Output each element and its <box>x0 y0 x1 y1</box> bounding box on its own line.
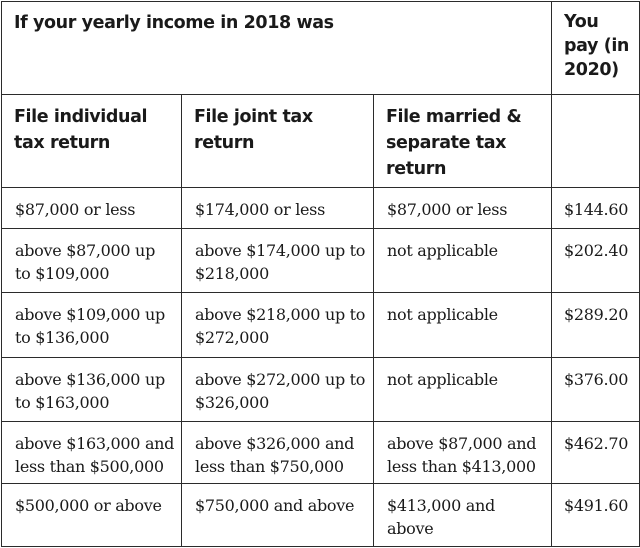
joint-cell: $174,000 or less <box>182 188 374 229</box>
joint-cell: $750,000 and above <box>182 483 374 546</box>
individual-header: File individual tax return <box>2 95 182 188</box>
premium-table <box>1 1 640 547</box>
joint-cell: above $174,000 up to $218,000 <box>182 229 374 293</box>
married-separate-cell: not applicable <box>374 229 552 293</box>
you-pay-cell: $491.60 <box>552 483 640 546</box>
you-pay-cell: $289.20 <box>552 293 640 357</box>
table-row <box>2 293 640 357</box>
married-separate-cell: not applicable <box>374 357 552 421</box>
you-pay-header: You pay (in 2020) <box>552 2 640 95</box>
married-separate-header: File married & separate tax return <box>374 95 552 188</box>
individual-cell: above $136,000 up to $163,000 <box>2 357 182 421</box>
empty-header-cell <box>552 95 640 188</box>
table-row <box>2 421 640 483</box>
joint-cell: above $272,000 up to $326,000 <box>182 357 374 421</box>
individual-cell: above $109,000 up to $136,000 <box>2 293 182 357</box>
header-row <box>2 2 640 95</box>
individual-cell: $500,000 or above <box>2 483 182 546</box>
joint-header: File joint tax return <box>182 95 374 188</box>
you-pay-cell: $462.70 <box>552 421 640 483</box>
you-pay-cell: $376.00 <box>552 357 640 421</box>
married-separate-cell: above $87,000 and less than $413,000 <box>374 421 552 483</box>
yearly-income-header: If your yearly income in 2018 was <box>2 2 552 95</box>
individual-cell: above $87,000 up to $109,000 <box>2 229 182 293</box>
individual-cell: $87,000 or less <box>2 188 182 229</box>
joint-cell: above $326,000 and less than $750,000 <box>182 421 374 483</box>
joint-cell: above $218,000 up to $272,000 <box>182 293 374 357</box>
married-separate-cell: $413,000 and above <box>374 483 552 546</box>
you-pay-cell: $144.60 <box>552 188 640 229</box>
subheader-row <box>2 95 640 188</box>
table-row <box>2 229 640 293</box>
you-pay-cell: $202.40 <box>552 229 640 293</box>
individual-cell: above $163,000 and less than $500,000 <box>2 421 182 483</box>
married-separate-cell: $87,000 or less <box>374 188 552 229</box>
table-row <box>2 188 640 229</box>
table-row <box>2 357 640 421</box>
table-row <box>2 483 640 546</box>
married-separate-cell: not applicable <box>374 293 552 357</box>
